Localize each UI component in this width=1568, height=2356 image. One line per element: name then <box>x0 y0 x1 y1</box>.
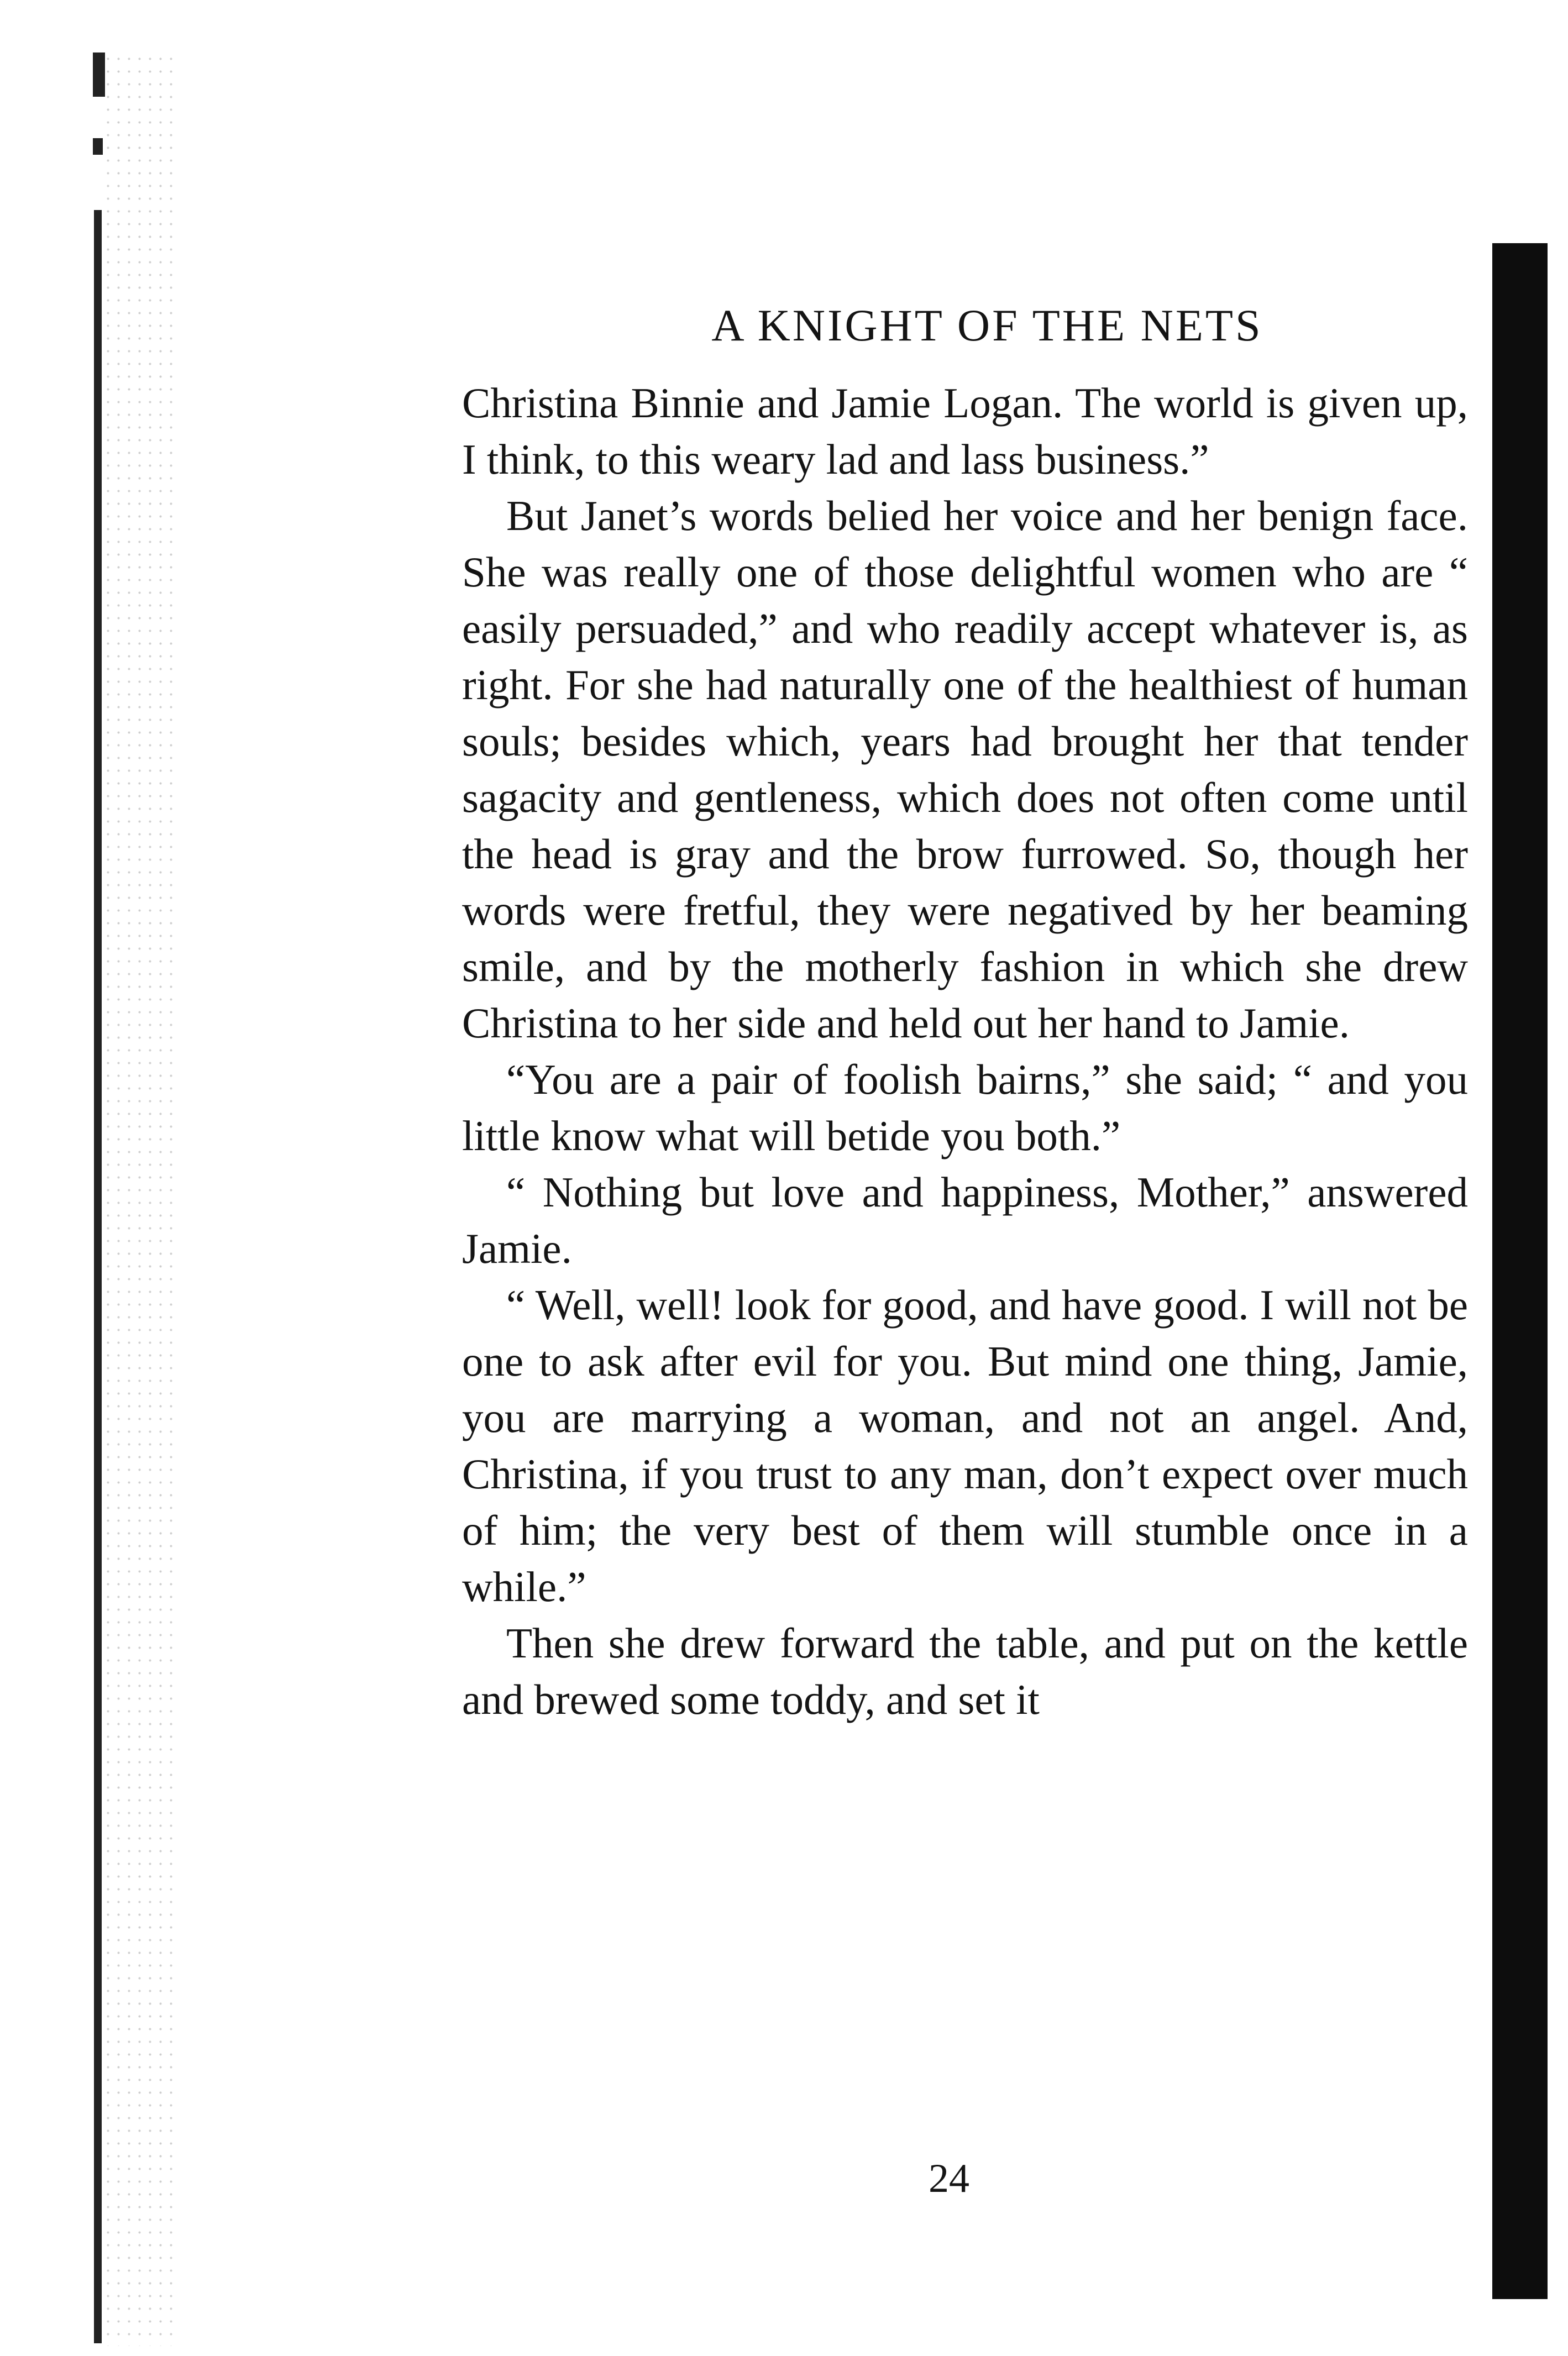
paragraph-4: “ Nothing but love and happiness, Mother,” answered Jamie. <box>462 1168 1468 1273</box>
paragraph-5: “ Well, well! look for good, and have good. I will not be one to ask after evil for you. But mind one thing, Jamie, you are marrying a woman, and not an angel. And, Christina, if you trust to any man, don’t expect over much of him; the very best of them will stumble once in a while.” <box>462 1281 1468 1611</box>
page-number: 24 <box>929 2156 969 2201</box>
binding-edge-mark-mid <box>93 138 103 155</box>
scan-speckle-noise <box>103 53 180 2346</box>
binding-edge-shadow <box>94 210 102 2343</box>
paragraph-6: Then she drew forward the table, and put on the kettle and brewed some toddy, and set it <box>462 1619 1468 1724</box>
paragraph-2: But Janet’s words belied her voice and her benign face. She was really one of those delightful women who are “ easily persuaded,” and who readily accept whatever is, as right. For she had naturally one of the healthiest of human souls; besides which, years had brought her that tender sagacity and gentleness, which does not often come until the head is gray and the brow furrowed. So, though her words were fretful, they were negatived by her beaming smile, and by the motherly fashion in which she drew Christina to her side and held out her hand to Jamie. <box>462 492 1468 1047</box>
paragraph-1: Christina Binnie and Jamie Logan. The world is given up, I think, to this weary lad and lass business.” <box>462 379 1468 484</box>
running-head: A KNIGHT OF THE NETS <box>711 300 1263 350</box>
page-edge-shadow <box>1492 243 1548 2299</box>
book-page <box>462 298 1468 1728</box>
paragraph-3: “You are a pair of foolish bairns,” she said; “ and you little know what will betide you both.” <box>462 1056 1468 1160</box>
